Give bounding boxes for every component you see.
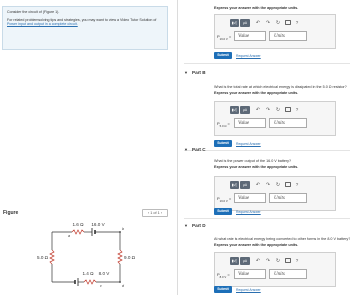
tutor-text: For related problemsolving tips and strategies, you may want to view a Video Tutor Solution of bbox=[7, 17, 157, 22]
chevron-right-icon[interactable]: › bbox=[160, 211, 163, 215]
tutor-link[interactable]: Power input and output in a complete circuit. bbox=[7, 22, 78, 27]
node-c-label: c bbox=[100, 284, 102, 288]
separator bbox=[184, 150, 350, 151]
part-b-express: Express your answer with the appropriate units. bbox=[214, 91, 299, 95]
part-c-value-input[interactable]: Value bbox=[234, 193, 266, 203]
template-icon[interactable]: ▮√▯ bbox=[231, 182, 238, 187]
undo-icon[interactable]: ↶ bbox=[255, 106, 261, 113]
part-b-question: What is the total rate at which electrical energy is dissipated in the 5.0 Ω resistor? bbox=[214, 85, 347, 89]
label-emf-top: 16.0 V bbox=[91, 222, 105, 227]
caret-down-icon: ▼ bbox=[184, 223, 188, 228]
part-c-question: What is the power output of the 16.0 V battery? bbox=[214, 159, 292, 163]
part-d-variable: $P_{8.0 V}$ = bbox=[217, 272, 230, 279]
caret-down-icon: ▼ bbox=[184, 147, 188, 152]
part-b-toolbar bbox=[230, 105, 301, 114]
part-d-request-answer[interactable]: Request Answer bbox=[236, 287, 261, 292]
undo-icon[interactable]: ↶ bbox=[255, 19, 261, 26]
part-d-submit-button[interactable]: Submit bbox=[214, 286, 232, 293]
circuit-diagram bbox=[20, 220, 150, 292]
part-d-toolbar bbox=[230, 256, 301, 265]
separator bbox=[184, 63, 350, 64]
keyboard-icon[interactable] bbox=[285, 182, 291, 187]
page-count: 1 of 1 bbox=[150, 211, 160, 215]
label-r-left: 5.0 Ω bbox=[37, 255, 49, 260]
part-a-variable: $P_{16.0 V}$ = bbox=[217, 34, 232, 41]
help-icon[interactable]: ? bbox=[295, 258, 299, 263]
help-icon[interactable]: ? bbox=[295, 182, 299, 187]
part-b-units-input[interactable]: Units bbox=[269, 118, 307, 128]
part-b-answer-box bbox=[214, 101, 336, 136]
part-b-title: Part B bbox=[192, 70, 206, 75]
label-r-top: 1.6 Ω bbox=[72, 222, 84, 227]
part-b-submit-button[interactable]: Submit bbox=[214, 140, 232, 147]
units-symbol-icon[interactable]: μA bbox=[240, 19, 250, 27]
template-icon[interactable]: ▮√▯ bbox=[231, 258, 238, 263]
redo-icon[interactable]: ↷ bbox=[265, 257, 271, 264]
questions-pane bbox=[184, 0, 350, 295]
units-symbol-icon[interactable]: μA bbox=[240, 106, 250, 114]
undo-icon[interactable]: ↶ bbox=[255, 181, 261, 188]
redo-icon[interactable]: ↷ bbox=[265, 19, 271, 26]
figure-pager[interactable] bbox=[142, 209, 168, 217]
redo-icon[interactable]: ↷ bbox=[265, 106, 271, 113]
part-c-toolbar bbox=[230, 180, 301, 189]
help-icon[interactable]: ? bbox=[295, 107, 299, 112]
part-b-variable: $P_{5.0 \Omega}$ = bbox=[217, 121, 230, 128]
keyboard-icon[interactable] bbox=[285, 107, 291, 112]
chevron-left-icon[interactable]: ‹ bbox=[147, 211, 150, 215]
keyboard-icon[interactable] bbox=[285, 258, 291, 263]
undo-icon[interactable]: ↶ bbox=[255, 257, 261, 264]
part-d-value-input[interactable]: Value bbox=[234, 269, 266, 279]
part-d-express: Express your answer with the appropriate units. bbox=[214, 243, 299, 247]
part-d-question: At what rate is electrical energy being converted to other forms in the 8.0 V battery? bbox=[214, 237, 350, 241]
part-b-value-input[interactable]: Value bbox=[234, 118, 266, 128]
part-c-answer-box bbox=[214, 176, 336, 211]
figure-label: Figure bbox=[3, 210, 19, 216]
part-d-units-input[interactable]: Units bbox=[269, 269, 307, 279]
node-b-label: b bbox=[122, 227, 124, 231]
separator bbox=[184, 218, 350, 219]
reset-icon[interactable]: ↻ bbox=[275, 106, 281, 113]
part-a-toolbar bbox=[230, 18, 301, 27]
part-d-answer-box bbox=[214, 252, 336, 287]
part-c-units-input[interactable]: Units bbox=[269, 193, 307, 203]
part-c-title: Part C bbox=[192, 147, 206, 152]
keyboard-icon[interactable] bbox=[285, 20, 291, 25]
reset-icon[interactable]: ↻ bbox=[275, 181, 281, 188]
pane-divider[interactable] bbox=[177, 0, 178, 295]
part-c-request-answer[interactable]: Request Answer bbox=[236, 209, 261, 214]
part-a-submit-button[interactable]: Submit bbox=[214, 52, 232, 59]
part-a-value-input[interactable]: Value bbox=[234, 31, 266, 41]
label-r-bottom: 1.4 Ω bbox=[82, 271, 94, 276]
node-d-label: d bbox=[122, 284, 124, 288]
part-c-variable: $P_{16.0 V}$ = bbox=[217, 196, 232, 203]
part-a-express: Express your answer with the appropriate units. bbox=[214, 6, 299, 10]
redo-icon[interactable]: ↷ bbox=[265, 181, 271, 188]
intro-text: Consider the circuit of (Figure 1). bbox=[7, 10, 60, 14]
part-a-answer-box bbox=[214, 14, 336, 49]
part-a-request-answer[interactable]: Request Answer bbox=[236, 53, 261, 58]
label-r-right: 9.0 Ω bbox=[124, 255, 136, 260]
help-icon[interactable]: ? bbox=[295, 20, 299, 25]
part-c-submit-button[interactable]: Submit bbox=[214, 208, 232, 215]
reset-icon[interactable]: ↻ bbox=[275, 19, 281, 26]
node-a-label: a bbox=[68, 234, 70, 238]
units-symbol-icon[interactable]: μA bbox=[240, 257, 250, 265]
problem-intro-box bbox=[2, 6, 168, 50]
caret-down-icon: ▼ bbox=[184, 70, 188, 75]
template-icon[interactable]: ▮√▯ bbox=[231, 107, 238, 112]
template-icon[interactable]: ▮√▯ bbox=[231, 20, 238, 25]
part-b-request-answer[interactable]: Request Answer bbox=[236, 141, 261, 146]
label-emf-bottom: 8.0 V bbox=[98, 271, 110, 276]
reset-icon[interactable]: ↻ bbox=[275, 257, 281, 264]
part-a-units-input[interactable]: Units bbox=[269, 31, 307, 41]
part-c-express: Express your answer with the appropriate units. bbox=[214, 165, 299, 169]
units-symbol-icon[interactable]: μA bbox=[240, 181, 250, 189]
part-d-title: Part D bbox=[192, 223, 206, 228]
